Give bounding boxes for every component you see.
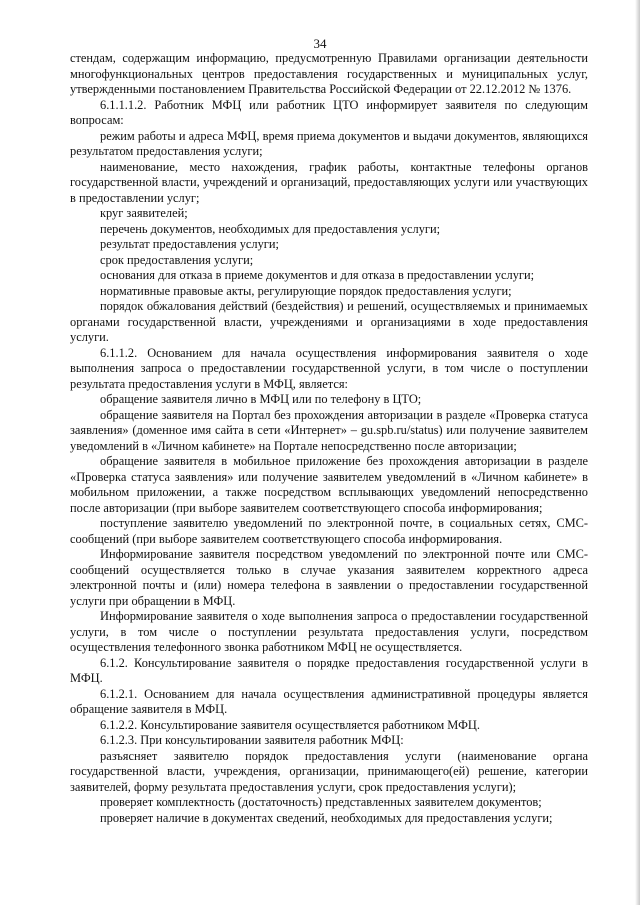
paragraph: перечень документов, необходимых для предоставления услуги; [100, 221, 441, 236]
paragraph: срок предоставления услуги; [100, 252, 254, 267]
paragraph: результат предоставления услуги; [100, 237, 279, 251]
paragraph: 6.1.2.2. Консультирование заявителя осуществляется работником МФЦ. [100, 717, 480, 732]
paragraph: порядок обжалования действий (бездействия) и решений, осуществляемых и принимаемых органами государственной власти, учреждениями и организациями в ходе предоставления услуги. [70, 299, 588, 344]
paragraph: Информирование заявителя о ходе выполнения запроса о предоставлении государственной услуги, в том числе о поступлении результата предоставления услуги, посредством осуществления телефонного звонка работником МФЦ не осуществляется. [70, 609, 588, 654]
paragraph: круг заявителей; [100, 206, 188, 220]
paragraph: 6.1.2.1. Основанием для начала осуществления административной процедуры является обращение заявителя в МФЦ. [70, 686, 588, 716]
paragraph: обращение заявителя в мобильное приложение без прохождения авторизации в разделе «Проверка статуса заявления» или получение заявителем уведомлений в «Личном кабинете» в мобильном приложении, а также посредством всплывающих уведомлений непосредственно после авторизации (при выборе заявителем соответствующего способа информирования; [70, 454, 588, 515]
paragraph: 6.1.2. Консультирование заявителя о порядке предоставления государственной услуги в МФЦ. [70, 655, 588, 685]
paragraph: стендам, содержащим информацию, предусмотренную Правилами организации деятельности многофункциональных центров предоставления государственных и муниципальных услуг, утвержденными постановлением Правительства Российской Федерации от 22.12.2012 № 1376. [70, 51, 588, 96]
paragraph: основания для отказа в приеме документов и для отказа в предоставлении услуги; [100, 268, 535, 282]
paragraph: проверяет наличие в документах сведений, необходимых для предоставления услуги; [100, 810, 553, 825]
body-text [70, 51, 588, 826]
paragraph: обращение заявителя на Портал без прохождения авторизации в разделе «Проверка статуса заявления» (доменное имя сайта в сети «Интернет» – gu.spb.ru/status) или получение заявителем уведомлений в «Личном кабинете» на Портале непосредственно после авторизации; [70, 407, 588, 453]
paragraph: обращение заявителя лично в МФЦ или по телефону в ЦТО; [100, 392, 422, 406]
paragraph: 6.1.2.3. При консультировании заявителя работник МФЦ: [100, 733, 404, 747]
paragraph: проверяет комплектность (достаточность) представленных заявителем документов; [100, 795, 542, 809]
paragraph: поступление заявителю уведомлений по электронной почте, в социальных сетях, СМС-сообщений (при выборе заявителем соответствующего способа информирования. [70, 516, 588, 546]
page-edge-shadow [635, 0, 640, 905]
paragraph: Информирование заявителя посредством уведомлений по электронной почте или СМС-сообщений осуществляется только в случае указания заявителем корректного адреса электронной почты и (или) номера телефона в заявлении о предоставлении государственной услуги при обращении в МФЦ. [70, 547, 588, 608]
paragraph: режим работы и адреса МФЦ, время приема документов и выдачи документов, являющихся результатом предоставления услуги; [70, 128, 588, 158]
page-number: 34 [313, 36, 327, 51]
paragraph: наименование, место нахождения, график работы, контактные телефоны органов государственной власти, учреждений и организаций, предоставляющих услуги или участвующих в предоставлении услуг; [70, 159, 588, 205]
paragraph: разъясняет заявителю порядок предоставления услуги (наименование органа государственной власти, учреждения, организации, принимающего(ей) решение, категории заявителей, форму результата предоставления услуги, срок предоставления услуги); [70, 748, 588, 794]
paragraph: 6.1.1.2. Основанием для начала осуществления информирования заявителя о ходе выполнения запроса о предоставлении государственной услуги, в том числе о поступлении результата предоставления услуги в МФЦ, является: [70, 345, 588, 391]
paragraph: 6.1.1.1.2. Работник МФЦ или работник ЦТО информирует заявителя по следующим вопросам: [70, 97, 588, 127]
paragraph: нормативные правовые акты, регулирующие порядок предоставления услуги; [100, 283, 512, 298]
